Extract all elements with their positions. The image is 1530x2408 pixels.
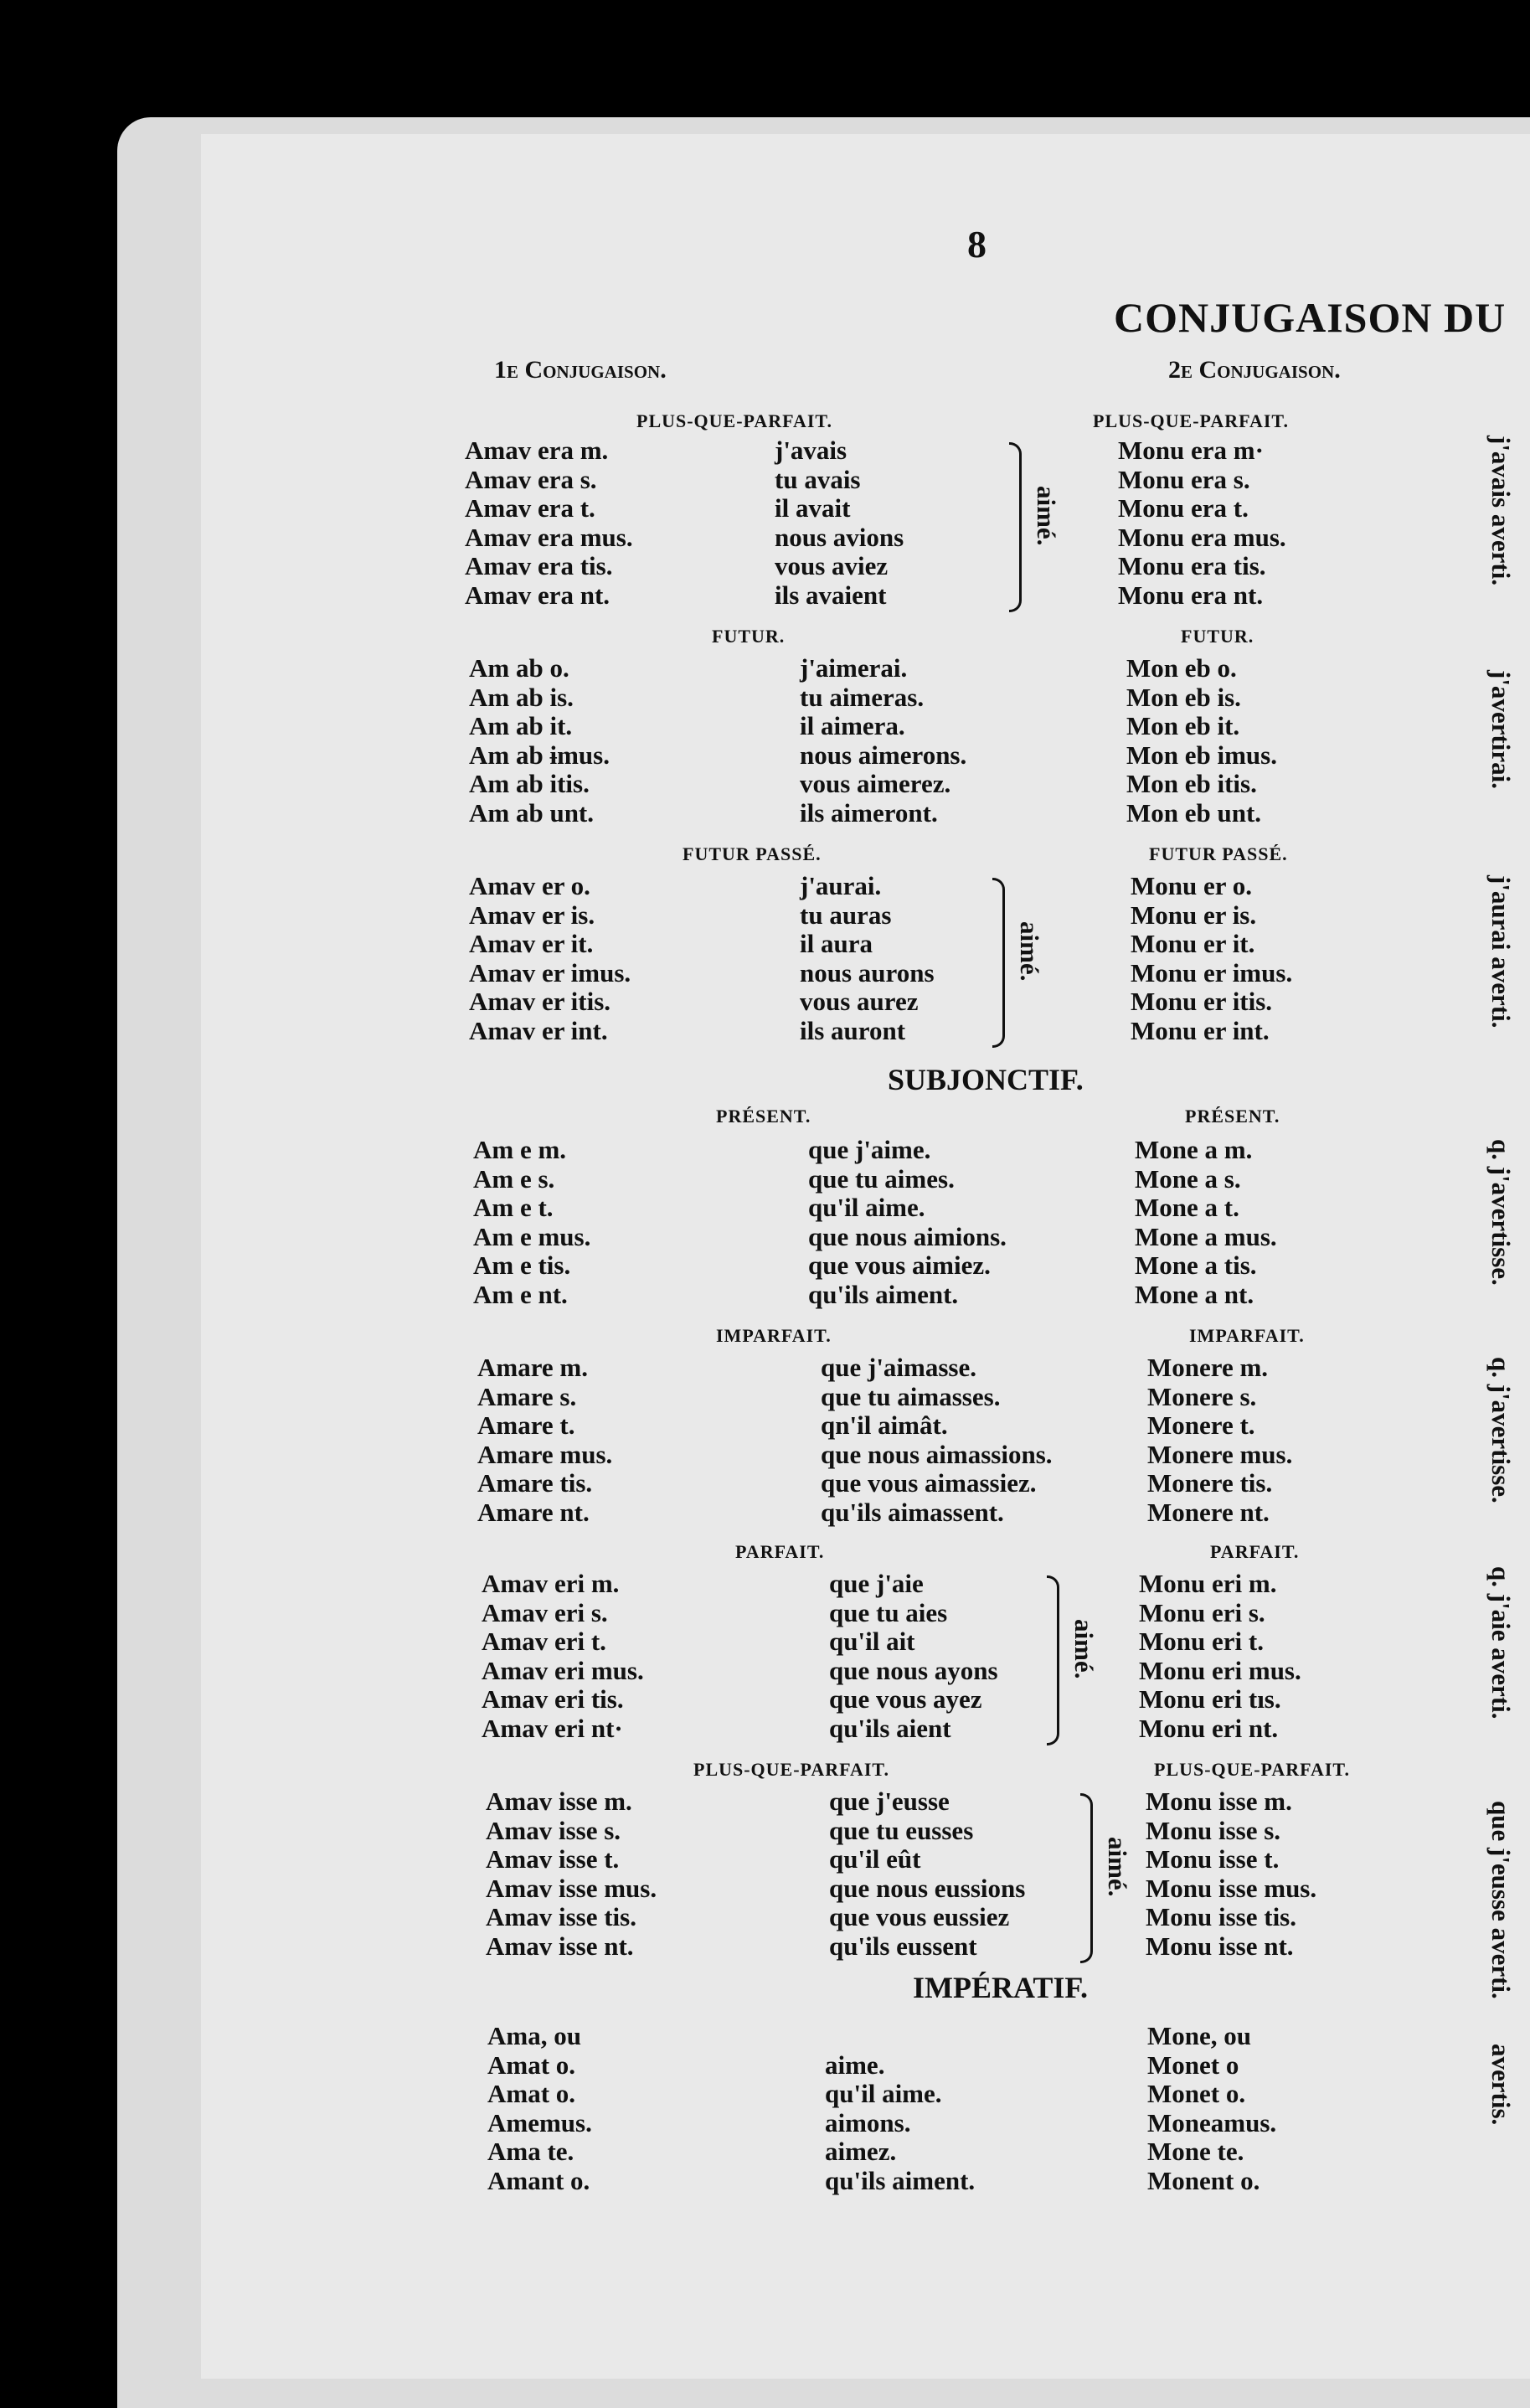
latin-form-second: Moneamus. — [1147, 2107, 1277, 2137]
brace — [1080, 1793, 1093, 1963]
latin-form-first: Amav eri s. — [482, 1597, 608, 1627]
french-translation: que j'aie — [829, 1569, 924, 1598]
french-translation: ils aimeront. — [800, 797, 938, 828]
latin-form-first: Amav era t. — [465, 493, 595, 523]
latin-form-first: Amav era nt. — [465, 580, 610, 610]
page-title: CONJUGAISON DU — [1114, 294, 1507, 341]
latin-form-first: Amav er o. — [469, 871, 590, 900]
latin-form-first: Ama te. — [487, 2137, 574, 2166]
latin-form-second: Monu isse nt. — [1146, 1931, 1294, 1961]
latin-form-second: Mone a mus. — [1135, 1221, 1277, 1251]
latin-form-second: Monent o. — [1147, 2165, 1260, 2195]
latin-form-second: Monu isse tis. — [1146, 1902, 1296, 1931]
brace-label: aimé. — [1015, 921, 1044, 982]
french-translation: qu'ils aiment. — [808, 1279, 959, 1309]
french-translation: qu'il aime. — [825, 2079, 942, 2108]
page-number: 8 — [967, 223, 987, 266]
latin-form-second: Monere m. — [1147, 1353, 1269, 1382]
tense-heading-right: FUTUR. — [1181, 626, 1254, 647]
latin-form-first: Am ab is. — [469, 682, 574, 712]
tense-heading-right: PLUS-QUE-PARFAIT. — [1154, 1759, 1350, 1780]
latin-form-second: Monu isse s. — [1146, 1815, 1281, 1845]
latin-form-second: Monu era tis. — [1118, 551, 1266, 580]
brace — [1009, 442, 1022, 612]
french-translation: tu aimeras. — [800, 682, 925, 712]
latin-form-second: Mone a s. — [1135, 1163, 1241, 1194]
latin-form-second: Monere t. — [1147, 1410, 1255, 1440]
latin-form-first: Amav isse s. — [486, 1815, 621, 1845]
latin-form-second: Monu isse t. — [1146, 1844, 1280, 1874]
margin-label: j'avertirai. — [1486, 670, 1516, 790]
margin-label: j'aurai averti. — [1486, 875, 1516, 1029]
latin-form-second: Mon eb is. — [1126, 682, 1241, 712]
french-translation: que vous ayez — [829, 1684, 982, 1714]
french-translation: vous aviez — [775, 551, 889, 580]
latin-form-second: Monu eri s. — [1139, 1597, 1265, 1627]
margin-label: q. j'avertisse. — [1486, 1357, 1516, 1503]
french-translation: que nous aimassions. — [821, 1439, 1053, 1469]
latin-form-first: Amav eri t. — [482, 1627, 606, 1656]
french-translation: que tu aies — [829, 1597, 948, 1627]
latin-form-first: Amav eri nt· — [482, 1713, 623, 1743]
latin-form-second: Mone a t. — [1135, 1193, 1239, 1222]
french-translation: que vous eussiez — [829, 1902, 1010, 1931]
latin-form-second: Monu er it. — [1131, 929, 1255, 958]
latin-form-first: Amav isse m. — [486, 1787, 632, 1816]
latin-form-first: Amav er imus. — [469, 957, 631, 987]
tense-heading-left: PLUS-QUE-PARFAIT. — [693, 1759, 889, 1780]
tense-heading-right: PARFAIT. — [1210, 1541, 1300, 1562]
latin-form-first: Amav er it. — [469, 929, 594, 958]
latin-form-first: Amav isse nt. — [486, 1931, 634, 1961]
latin-form-second: Monu er o. — [1131, 871, 1252, 900]
brace — [992, 878, 1005, 1048]
latin-form-first: Amare mus. — [477, 1439, 613, 1469]
french-translation: que tu aimes. — [808, 1163, 955, 1194]
latin-form-second: Monet o — [1147, 2050, 1239, 2080]
french-translation: qu'ils aient — [829, 1713, 951, 1743]
brace — [1047, 1575, 1059, 1745]
latin-form-first: Amare tis. — [477, 1468, 593, 1498]
latin-form-first: Am ab it. — [469, 711, 573, 740]
latin-form-second: Mon eb itis. — [1126, 769, 1257, 798]
tense-heading-right: PRÉSENT. — [1185, 1106, 1280, 1127]
latin-form-second: Monere nt. — [1147, 1497, 1270, 1527]
latin-form-first: Amav isse t. — [486, 1844, 620, 1874]
latin-form-second: Mone, ou — [1147, 2021, 1251, 2050]
latin-form-second: Monu eri tıs. — [1139, 1684, 1281, 1714]
latin-form-first: Amemus. — [487, 2107, 592, 2137]
french-translation: vous aurez — [800, 987, 919, 1016]
latin-form-second: Mone a tis. — [1135, 1250, 1257, 1280]
french-translation: que j'aimasse. — [821, 1353, 976, 1382]
latin-form-first: Amav eri tis. — [482, 1684, 624, 1714]
latin-form-second: Monu era s. — [1118, 464, 1250, 494]
french-translation: qu'il eût — [829, 1844, 921, 1874]
margin-label: que j'eusse averti. — [1486, 1801, 1516, 1999]
french-translation: que tu eusses — [829, 1815, 974, 1845]
latin-form-first: Amat o. — [487, 2050, 576, 2080]
latin-form-first: Amare m. — [477, 1353, 588, 1382]
latin-form-first: Am e t. — [473, 1193, 554, 1222]
latin-form-second: Mon eb unt. — [1126, 797, 1262, 828]
french-translation: que vous aimassiez. — [821, 1468, 1037, 1498]
latin-form-first: Amant o. — [487, 2165, 590, 2195]
latin-form-first: Amav er is. — [469, 900, 595, 930]
tense-heading-left: FUTUR. — [712, 626, 786, 647]
tense-heading-right: IMPARFAIT. — [1189, 1325, 1305, 1346]
latin-form-first: Amare nt. — [477, 1497, 590, 1527]
latin-form-second: Monu isse m. — [1146, 1787, 1292, 1816]
tense-heading-left: FUTUR PASSÉ. — [683, 843, 822, 864]
latin-form-second: Monu isse mus. — [1146, 1873, 1317, 1903]
margin-label: j'avais averti. — [1486, 436, 1516, 586]
brace-label: aimé. — [1032, 486, 1061, 546]
latin-form-first: Amav er itis. — [469, 987, 611, 1016]
latin-form-second: Monu er is. — [1131, 900, 1257, 930]
latin-form-first: Am e m. — [473, 1135, 567, 1164]
french-translation: que nous aimions. — [808, 1221, 1007, 1251]
latin-form-first: Amav isse mus. — [486, 1873, 657, 1903]
french-translation: qn'il aimât. — [821, 1410, 948, 1440]
french-translation: qu'il aime. — [808, 1193, 925, 1222]
latin-form-second: Mone te. — [1147, 2137, 1244, 2166]
latin-form-first: Amav era tis. — [465, 551, 613, 580]
latin-form-second: Monu eri mus. — [1139, 1655, 1301, 1685]
french-translation: j'aurai. — [800, 871, 882, 900]
french-translation: aimons. — [825, 2107, 911, 2137]
latin-form-second: Monu er itis. — [1131, 987, 1273, 1016]
latin-form-first: Amav era s. — [465, 464, 597, 494]
margin-label: q. j'avertisse. — [1486, 1139, 1516, 1286]
french-translation: il aura — [800, 929, 873, 958]
latin-form-first: Amat o. — [487, 2079, 576, 2108]
latin-form-second: Monu era t. — [1118, 493, 1249, 523]
latin-form-first: Amare s. — [477, 1381, 577, 1411]
latin-form-first: Amav er int. — [469, 1015, 608, 1045]
french-translation: aime. — [825, 2050, 885, 2080]
french-translation: que nous eussions — [829, 1873, 1026, 1903]
latin-form-second: Monere tis. — [1147, 1468, 1273, 1498]
latin-form-first: Am ab o. — [469, 653, 569, 683]
french-translation: que nous ayons — [829, 1655, 998, 1685]
french-translation: nous avions — [775, 522, 904, 552]
french-translation: tu avais — [775, 464, 861, 494]
right-conjugation-heading: 2e Conjugaison. — [1168, 356, 1341, 384]
subjonctif-heading: SUBJONCTIF. — [888, 1063, 1084, 1096]
latin-form-second: Monu er imus. — [1131, 957, 1293, 987]
french-translation: qu'il ait — [829, 1627, 915, 1656]
french-translation: il aimera. — [800, 711, 905, 740]
latin-form-second: Monu eri m. — [1139, 1569, 1277, 1598]
latin-form-first: Am e s. — [473, 1163, 555, 1194]
latin-form-first: Am e mus. — [473, 1221, 591, 1251]
latin-form-first: Am e nt. — [473, 1279, 568, 1309]
french-translation: tu auras — [800, 900, 892, 930]
margin-label: q. j'aie averti. — [1486, 1566, 1516, 1720]
latin-form-first: Am ab ɨmus. — [469, 740, 610, 770]
latin-form-first: Am ab itis. — [469, 769, 590, 798]
latin-form-first: Am e tis. — [473, 1250, 571, 1280]
latin-form-second: Mone a nt. — [1135, 1279, 1254, 1309]
latin-form-second: Monu eri t. — [1139, 1627, 1264, 1656]
tense-heading-left: PLUS-QUE-PARFAIT. — [636, 410, 832, 431]
latin-form-second: Monu eri nt. — [1139, 1713, 1279, 1743]
tense-heading-left: PARFAIT. — [735, 1541, 825, 1562]
latin-form-first: Amav eri mus. — [482, 1655, 644, 1685]
french-translation: vous aimerez. — [800, 769, 951, 798]
french-translation: j'avais — [775, 436, 847, 465]
french-translation: que j'eusse — [829, 1787, 950, 1816]
latin-form-first: Amav isse tis. — [486, 1902, 636, 1931]
french-translation: que tu aimasses. — [821, 1381, 1001, 1411]
latin-form-first: Ama, ou — [487, 2021, 581, 2050]
french-translation: qu'ils aiment. — [825, 2165, 976, 2195]
french-translation: nous aimerons. — [800, 740, 967, 770]
tense-heading-left: IMPARFAIT. — [716, 1325, 832, 1346]
french-translation: il avait — [775, 493, 851, 523]
brace-label: aimé. — [1069, 1619, 1099, 1679]
latin-form-second: Mon eb it. — [1126, 711, 1240, 740]
margin-label: avertis. — [1486, 2044, 1516, 2126]
latin-form-second: Monu era m· — [1118, 436, 1264, 465]
latin-form-second: Mon eb imus. — [1126, 740, 1277, 770]
tense-heading-left: PRÉSENT. — [716, 1106, 811, 1127]
latin-form-first: Am ab unt. — [469, 797, 595, 828]
latin-form-second: Monere s. — [1147, 1381, 1257, 1411]
latin-form-first: Amav era mus. — [465, 522, 633, 552]
french-translation: que j'aime. — [808, 1135, 931, 1164]
latin-form-first: Amav eri m. — [482, 1569, 620, 1598]
latin-form-first: Amav era m. — [465, 436, 609, 465]
latin-form-second: Mon eb o. — [1126, 653, 1237, 683]
latin-form-second: Monu era nt. — [1118, 580, 1264, 610]
left-conjugation-heading: 1e Conjugaison. — [494, 356, 667, 384]
french-translation: qu'ils aimassent. — [821, 1497, 1004, 1527]
french-translation: qu'ils eussent — [829, 1931, 977, 1961]
french-translation: ils avaient — [775, 580, 887, 610]
brace-label: aimé. — [1103, 1837, 1132, 1897]
latin-form-first: Amare t. — [477, 1410, 575, 1440]
tense-heading-right: PLUS-QUE-PARFAIT. — [1093, 410, 1289, 431]
french-translation: que vous aimiez. — [808, 1250, 991, 1280]
latin-form-second: Monu er int. — [1131, 1015, 1270, 1045]
latin-form-second: Mone a m. — [1135, 1135, 1253, 1164]
french-translation: j'aimerai. — [800, 653, 908, 683]
french-translation: aimez. — [825, 2137, 897, 2166]
latin-form-second: Monu era mus. — [1118, 522, 1286, 552]
latin-form-second: Monere mus. — [1147, 1439, 1293, 1469]
french-translation: nous aurons — [800, 957, 935, 987]
tense-heading-right: FUTUR PASSÉ. — [1149, 843, 1288, 864]
latin-form-second: Monet o. — [1147, 2079, 1246, 2108]
imperatif-heading: IMPÉRATIF. — [913, 1971, 1089, 2004]
french-translation: ils auront — [800, 1015, 906, 1045]
